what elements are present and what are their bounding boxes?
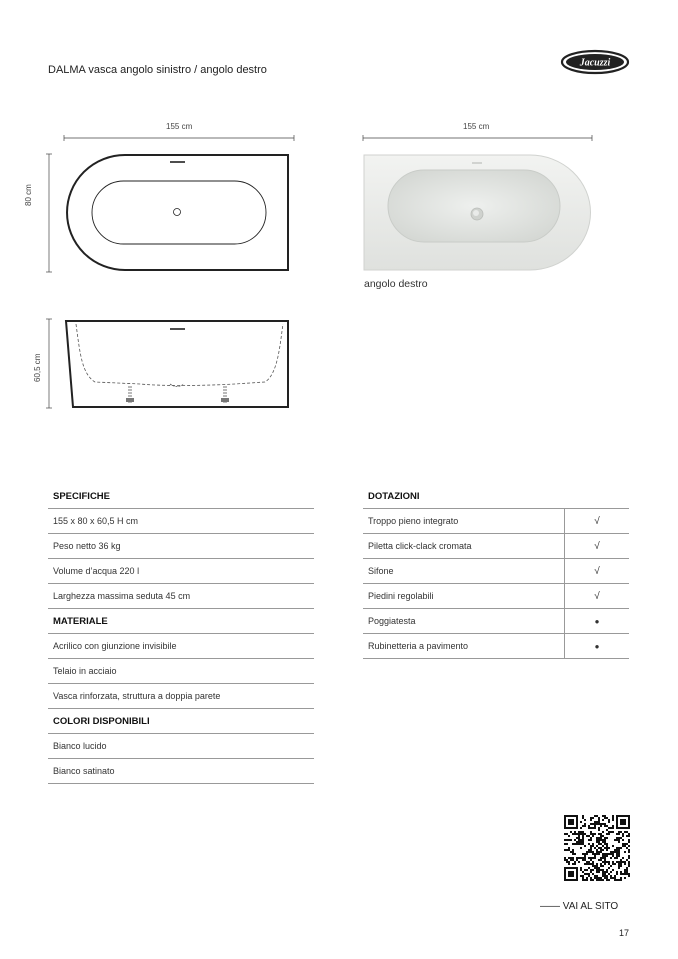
equipment-row: Piedini regolabili √ bbox=[363, 584, 629, 609]
top-depth-label: 80 cm bbox=[24, 184, 33, 206]
spec-row: 155 x 80 x 60,5 H cm bbox=[48, 509, 314, 534]
spec-row: Vasca rinforzata, struttura a doppia parete bbox=[48, 684, 314, 709]
spec-row: Peso netto 36 kg bbox=[48, 534, 314, 559]
brand-label: Jacuzzi bbox=[579, 57, 611, 69]
check-mark-icon: √ bbox=[564, 584, 629, 608]
side-view-drawing bbox=[40, 314, 300, 414]
optional-dot-icon: ● bbox=[564, 634, 629, 658]
jacuzzi-logo bbox=[560, 48, 630, 76]
spec-row: Volume d’acqua 220 l bbox=[48, 559, 314, 584]
spec-row: Larghezza massima seduta 45 cm bbox=[48, 584, 314, 609]
photo-caption: angolo destro bbox=[364, 278, 428, 290]
spec-row: Bianco lucido bbox=[48, 734, 314, 759]
check-mark-icon: √ bbox=[564, 534, 629, 558]
section-header-dotazioni: DOTAZIONI bbox=[363, 484, 629, 509]
top-view-drawing bbox=[40, 130, 300, 280]
spec-row: Acrilico con giunzione invisibile bbox=[48, 634, 314, 659]
page-title: DALMA vasca angolo sinistro / angolo destro bbox=[48, 64, 267, 76]
top-width-label: 155 cm bbox=[166, 122, 193, 131]
section-header-colori: COLORI DISPONIBILI bbox=[48, 709, 314, 734]
equipment-table bbox=[363, 484, 629, 659]
photo-width-label: 155 cm bbox=[463, 122, 490, 131]
equipment-row: Sifone √ bbox=[363, 559, 629, 584]
spec-row: Telaio in acciaio bbox=[48, 659, 314, 684]
equipment-row: Poggiatesta ● bbox=[363, 609, 629, 634]
tub-photo bbox=[360, 130, 596, 275]
qr-code-icon[interactable] bbox=[564, 815, 630, 881]
equipment-row: Troppo pieno integrato √ bbox=[363, 509, 629, 534]
check-mark-icon: √ bbox=[564, 559, 629, 583]
equipment-row: Piletta click-clack cromata √ bbox=[363, 534, 629, 559]
spec-row: Bianco satinato bbox=[48, 759, 314, 784]
side-height-label: 60,5 cm bbox=[33, 353, 42, 382]
specs-table bbox=[48, 484, 314, 784]
page-number: 17 bbox=[619, 928, 630, 938]
vai-al-sito-link[interactable]: —— VAI AL SITO bbox=[540, 901, 619, 912]
equipment-row: Rubinetteria a pavimento ● bbox=[363, 634, 629, 659]
optional-dot-icon: ● bbox=[564, 609, 629, 633]
section-header-specifiche: SPECIFICHE bbox=[48, 484, 314, 509]
check-mark-icon: √ bbox=[564, 509, 629, 533]
section-header-materiale: MATERIALE bbox=[48, 609, 314, 634]
